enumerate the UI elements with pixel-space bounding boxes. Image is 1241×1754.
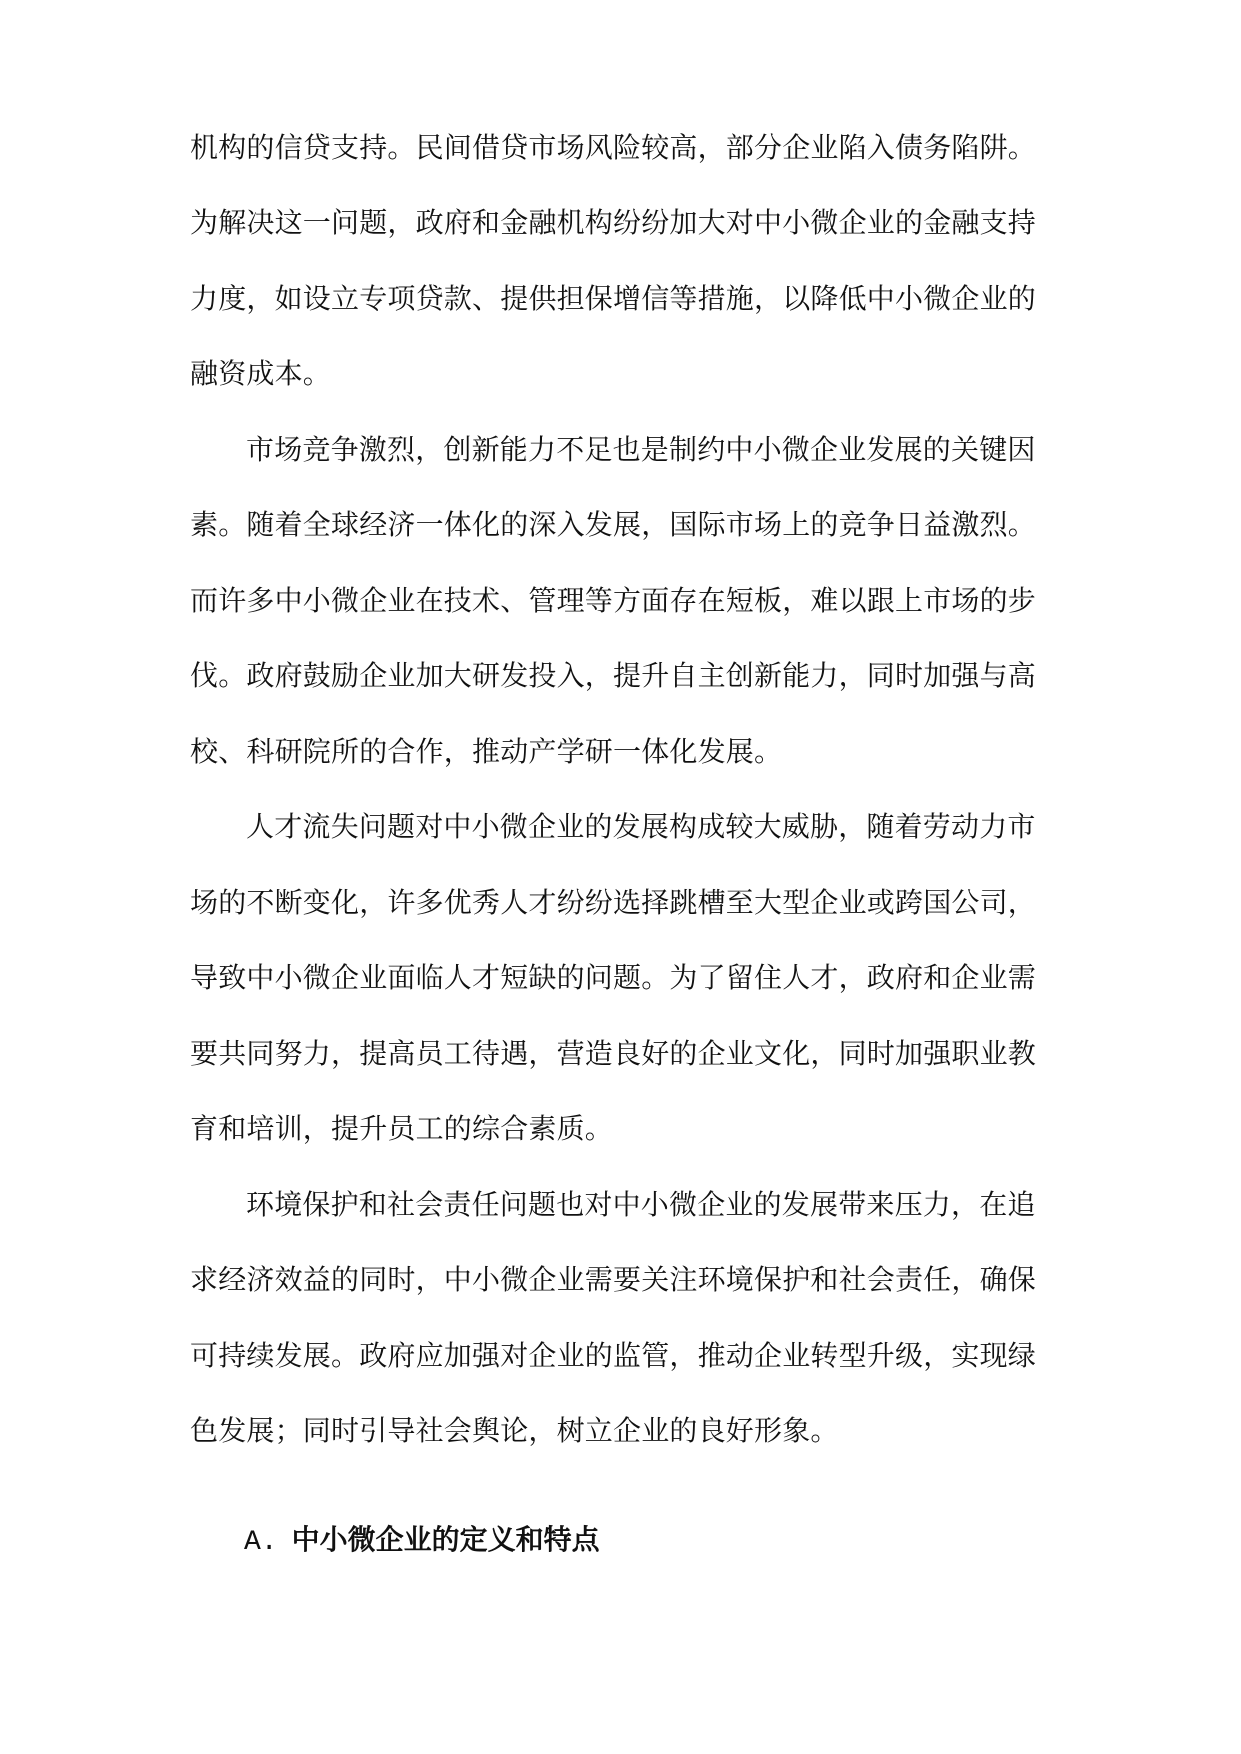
section-heading-marker: A.: [244, 1527, 278, 1558]
paragraph-line: 求经济效益的同时，中小微企业需要关注环境保护和社会责任，确保: [190, 1263, 1037, 1296]
paragraph-line: 场的不断变化，许多优秀人才纷纷选择跳槽至大型企业或跨国公司，: [190, 886, 1037, 919]
paragraph-line: 伐。政府鼓励企业加大研发投入，提升自主创新能力，同时加强与高: [190, 659, 1037, 692]
paragraph-line: 力度，如设立专项贷款、提供担保增信等措施，以降低中小微企业的: [190, 282, 1037, 315]
paragraph-line: 导致中小微企业面临人才短缺的问题。为了留住人才，政府和企业需: [190, 961, 1037, 994]
paragraph-line: 而许多中小微企业在技术、管理等方面存在短板，难以跟上市场的步: [190, 584, 1037, 617]
paragraph-line: 素。随着全球经济一体化的深入发展，国际市场上的竞争日益激烈。: [190, 508, 1037, 541]
paragraph-line: 人才流失问题对中小微企业的发展构成较大威胁，随着劳动力市: [246, 810, 1036, 843]
paragraph-line: 为解决这一问题，政府和金融机构纷纷加大对中小微企业的金融支持: [190, 206, 1037, 239]
paragraph-line: 育和培训，提升员工的综合素质。: [190, 1112, 614, 1145]
paragraph-line: 机构的信贷支持。民间借贷市场风险较高，部分企业陷入债务陷阱。: [190, 131, 1037, 164]
paragraph-line: 可持续发展。政府应加强对企业的监管，推动企业转型升级，实现绿: [190, 1339, 1037, 1372]
paragraph-line: 市场竞争激烈，创新能力不足也是制约中小微企业发展的关键因: [246, 433, 1036, 466]
paragraph-line: 校、科研院所的合作，推动产学研一体化发展。: [190, 735, 783, 768]
section-heading-text: 中小微企业的定义和特点: [291, 1523, 600, 1556]
section-heading: [244, 1518, 600, 1562]
paragraph-line: 色发展；同时引导社会舆论，树立企业的良好形象。: [190, 1414, 839, 1447]
paragraph-line: 环境保护和社会责任问题也对中小微企业的发展带来压力，在追: [246, 1188, 1036, 1221]
paragraph-line: 要共同努力，提高员工待遇，营造良好的企业文化，同时加强职业教: [190, 1037, 1037, 1070]
paragraph-line: 融资成本。: [190, 357, 332, 390]
